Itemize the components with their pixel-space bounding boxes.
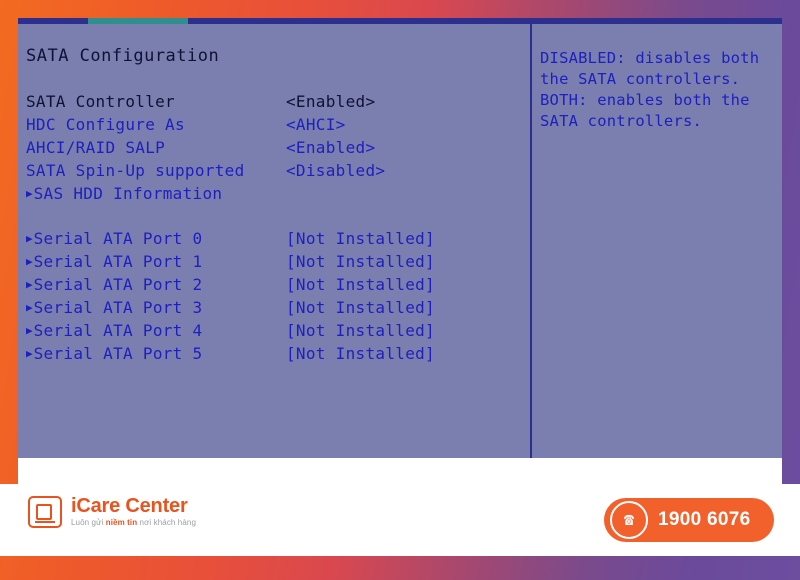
setting-label: HDC Configure As <box>26 115 185 134</box>
port-label: Serial ATA Port 2 <box>33 275 203 294</box>
submenu-arrow-icon: ▶ <box>26 232 33 245</box>
port-label: Serial ATA Port 4 <box>33 321 203 340</box>
help-line: DISABLED: disables both <box>540 49 760 67</box>
port-label: Serial ATA Port 3 <box>33 298 203 317</box>
bios-content <box>18 24 782 458</box>
submenu-arrow-icon: ▶ <box>26 278 33 291</box>
setting-row-sata-spin-up[interactable] <box>18 161 530 184</box>
port-status: [Not Installed] <box>286 252 435 271</box>
port-row-0[interactable] <box>18 229 530 252</box>
tagline-prefix: Luôn gửi <box>71 518 106 528</box>
setting-label: SATA Controller <box>26 92 175 111</box>
setting-row-sata-controller[interactable] <box>18 92 530 115</box>
port-row-2[interactable] <box>18 275 530 298</box>
setting-value: <Enabled> <box>286 138 376 157</box>
brand-tagline <box>71 519 196 527</box>
submenu-arrow-icon: ▶ <box>26 255 33 268</box>
port-status: [Not Installed] <box>286 321 435 340</box>
port-status: [Not Installed] <box>286 298 435 317</box>
port-status: [Not Installed] <box>286 275 435 294</box>
port-status: [Not Installed] <box>286 344 435 363</box>
submenu-arrow-icon: ▶ <box>26 347 33 360</box>
setting-value: <AHCI> <box>286 115 346 134</box>
setting-value: <Disabled> <box>286 161 386 180</box>
page-title: SATA Configuration <box>26 46 220 66</box>
spacer <box>18 207 530 229</box>
hotline-number: 1900 6076 <box>658 509 751 530</box>
monitor-icon <box>28 496 62 528</box>
bios-settings-pane <box>18 24 530 458</box>
setting-row-ahci-raid-salp[interactable] <box>18 138 530 161</box>
port-row-3[interactable] <box>18 298 530 321</box>
port-label: Serial ATA Port 5 <box>33 344 203 363</box>
help-line: the SATA controllers. <box>540 70 741 88</box>
setting-row-sas-hdd-information[interactable] <box>18 184 530 207</box>
port-row-4[interactable] <box>18 321 530 344</box>
bios-help-pane <box>532 24 782 458</box>
brand-logo <box>28 496 196 528</box>
bios-footer-strip <box>18 458 782 484</box>
setting-row-hdc-configure-as[interactable] <box>18 115 530 138</box>
brand-name: iCare Center <box>71 495 188 518</box>
submenu-arrow-icon: ▶ <box>26 301 33 314</box>
port-row-5[interactable] <box>18 344 530 367</box>
port-status: [Not Installed] <box>286 229 435 248</box>
brand-text <box>71 496 196 527</box>
setting-value: <Enabled> <box>286 92 376 111</box>
setting-label: SAS HDD Information <box>33 184 223 203</box>
hotline-button[interactable] <box>604 498 774 542</box>
bios-screen <box>18 18 782 458</box>
submenu-arrow-icon: ▶ <box>26 187 33 200</box>
port-label: Serial ATA Port 1 <box>33 252 203 271</box>
port-row-1[interactable] <box>18 252 530 275</box>
setting-label: SATA Spin-Up supported <box>26 161 245 180</box>
port-label: Serial ATA Port 0 <box>33 229 203 248</box>
help-line: SATA controllers. <box>540 112 703 130</box>
tagline-suffix: nơi khách hàng <box>137 518 196 528</box>
help-line: BOTH: enables both the <box>540 91 750 109</box>
bottom-banner <box>0 484 800 556</box>
phone-icon: ☎ <box>610 501 648 539</box>
setting-label: AHCI/RAID SALP <box>26 138 166 157</box>
submenu-arrow-icon: ▶ <box>26 324 33 337</box>
tagline-bold: niềm tin <box>105 518 138 528</box>
